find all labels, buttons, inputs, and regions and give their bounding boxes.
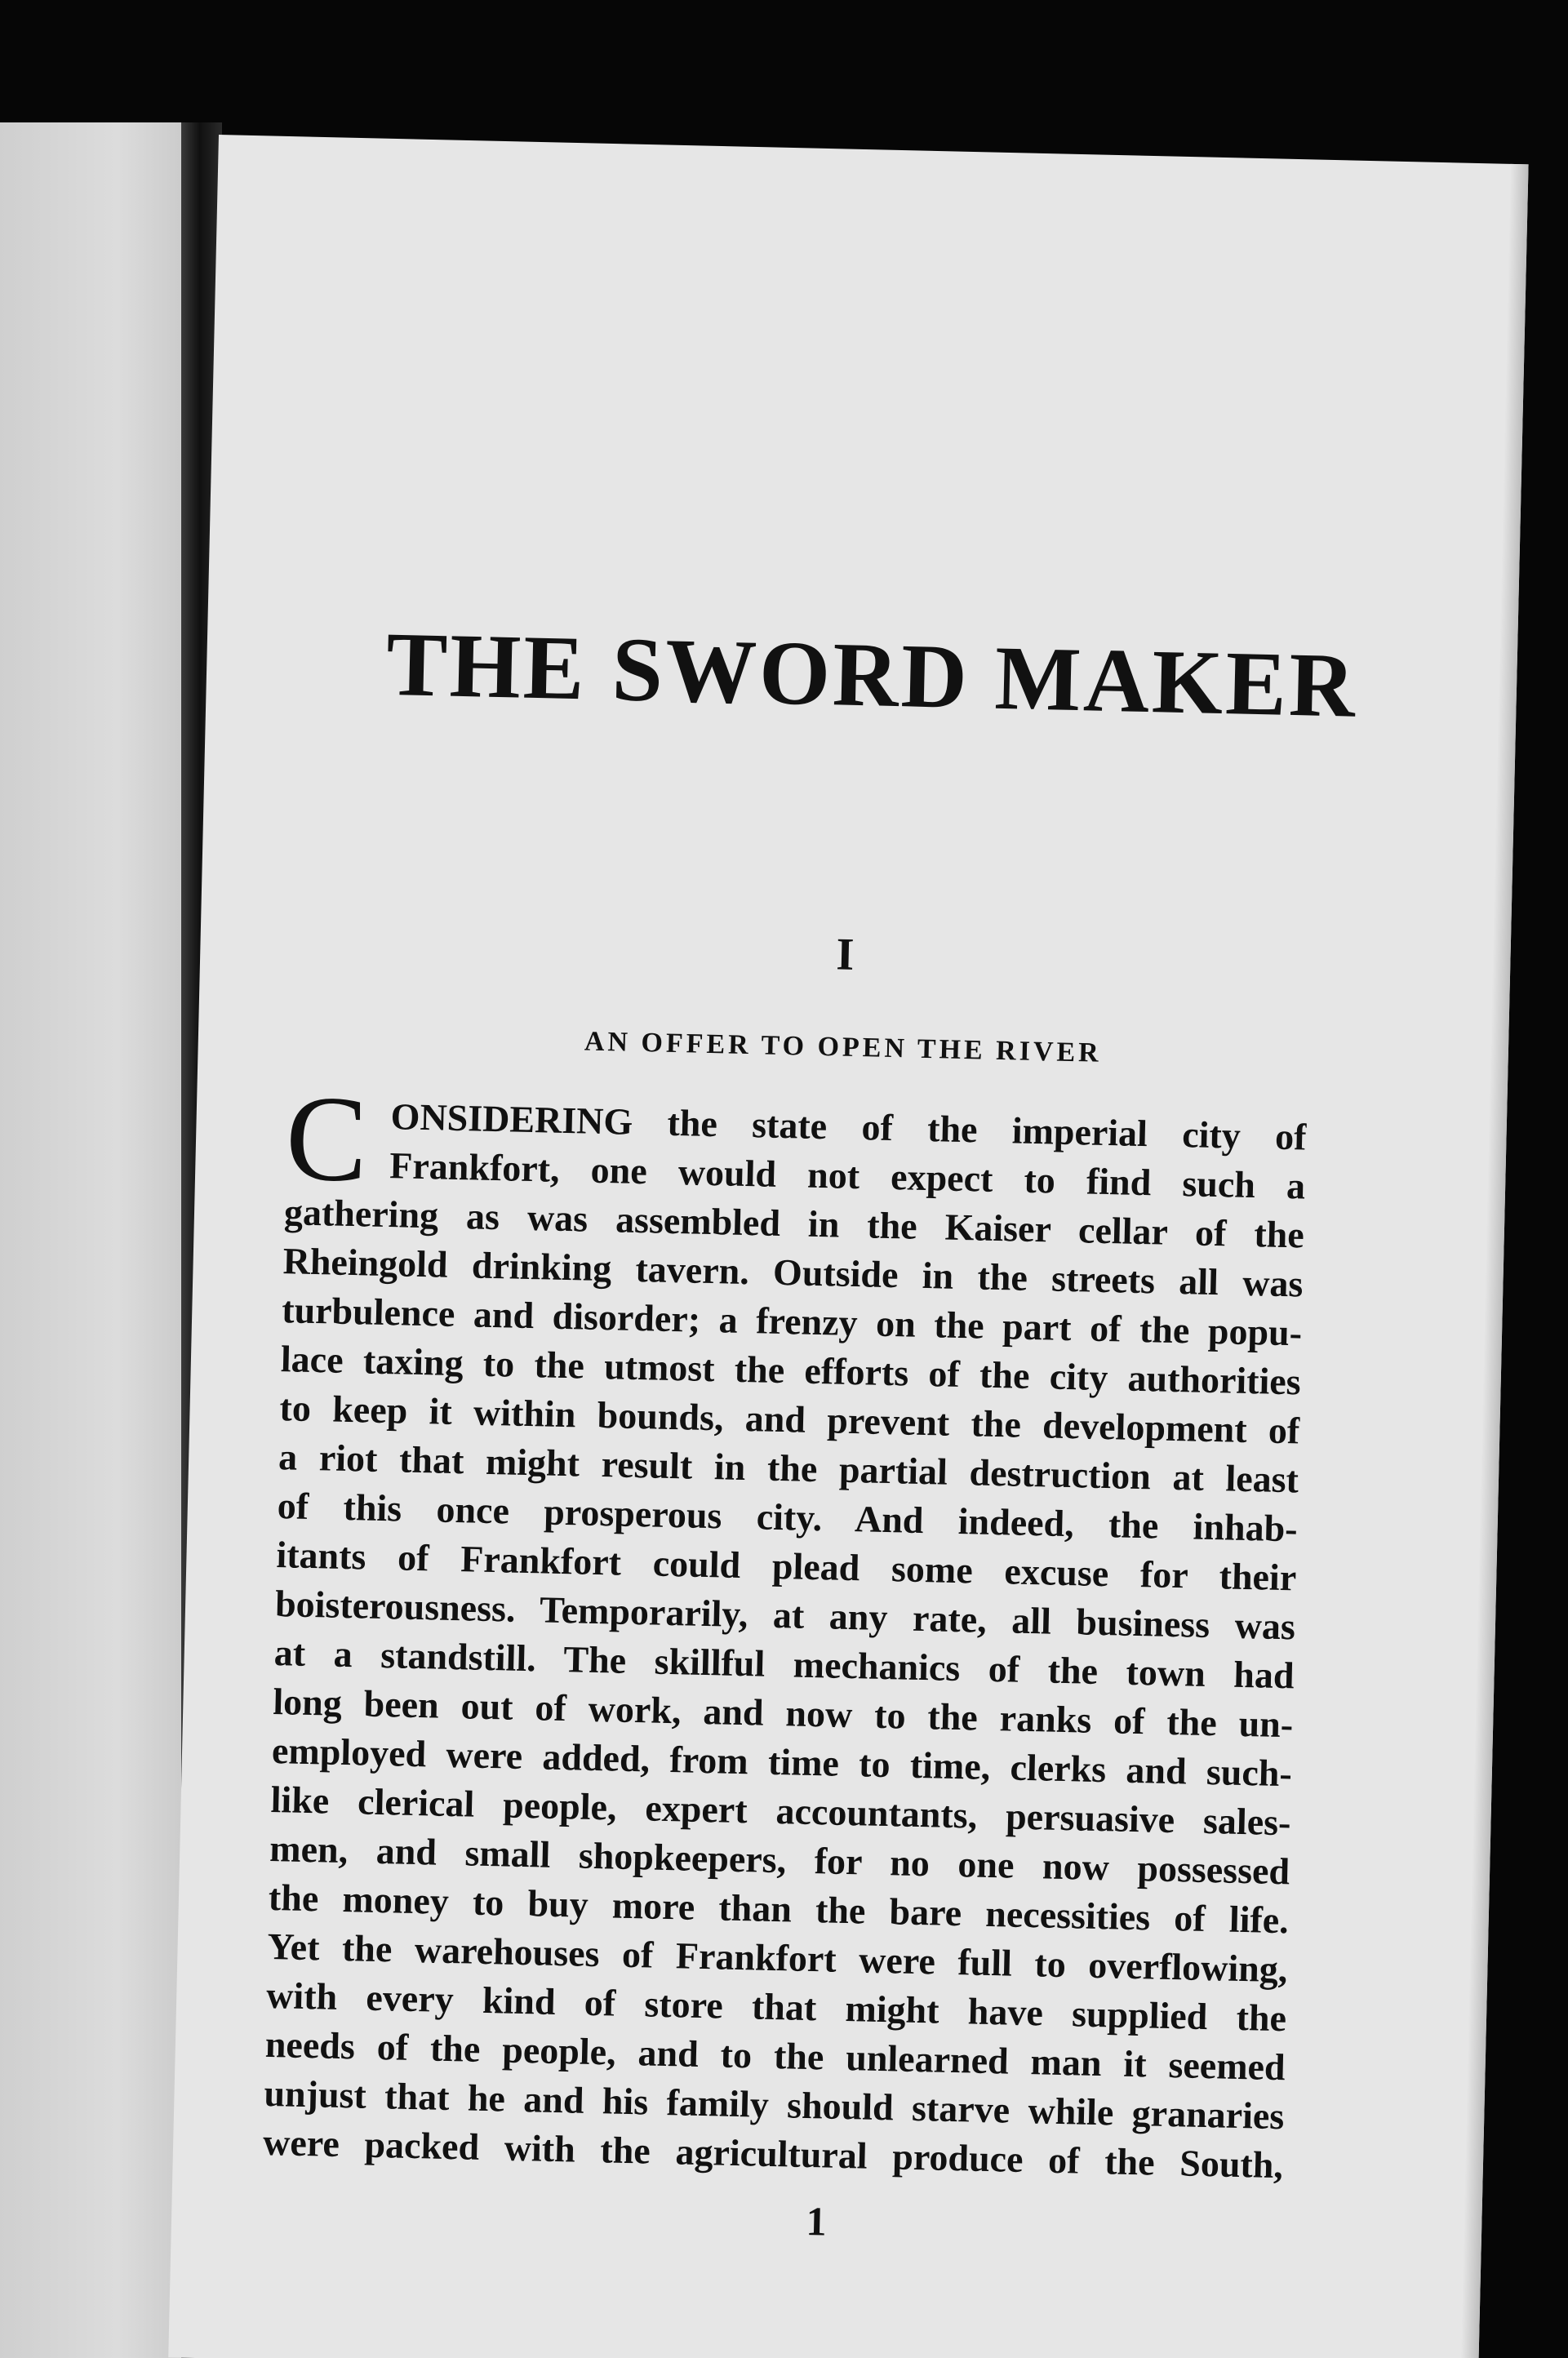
page-number: 1 (806, 2197, 828, 2245)
text-line: at a standstill. The skillful mechanics of the town had (273, 1632, 1295, 1697)
text-line: men, and small shopkeepers, for no one now possessed (269, 1827, 1290, 1893)
page-edge-shadow (1460, 164, 1529, 2358)
text-line: of this once prosperous city. And indeed, the inhab- (277, 1485, 1299, 1550)
text-line: needs of the people, and to the unlearned man it seemed (264, 2023, 1286, 2089)
chapter-body-text (262, 1070, 1308, 2190)
text-line: Rheingold drinking tavern. Outside in the streets all was (282, 1240, 1304, 1305)
text-line: long been out of work, and now to the ranks of the un- (272, 1681, 1294, 1746)
chapter-title: AN OFFER TO OPEN THE RIVER (584, 1026, 1103, 1068)
text-line: lace taxing to the utmost the efforts of the city authorities (280, 1338, 1302, 1403)
book-page (168, 135, 1528, 2358)
book-title: THE SWORD MAKER (384, 613, 1359, 737)
text-line: like clerical people, expert accountants, persuasive sales- (270, 1778, 1292, 1844)
text-line: Yet the warehouses of Frankfort were full to overflowing, (267, 1925, 1288, 1991)
text-line: were packed with the agricultural produce of the South, (262, 2120, 1284, 2187)
text-line: to keep it within bounds, and prevent the development of (279, 1387, 1300, 1452)
drop-cap-letter: C (284, 1070, 370, 1208)
text-line: with every kind of store that might have supplied the (265, 1974, 1287, 2040)
text-line: the money to buy more than the bare necessities of life. (268, 1876, 1290, 1942)
text-line: Frankfort, one would not expect to find such a (389, 1144, 1306, 1207)
text-line: a riot that might result in the partial destruction at least (278, 1436, 1299, 1501)
text-line: turbulence and disorder; a frenzy on the part of the popu- (281, 1289, 1303, 1354)
previous-page-edge (0, 122, 196, 2358)
text-line: itants of Frankfort could plead some excuse for their (275, 1534, 1297, 1599)
text-line: ONSIDERING the state of the imperial city of (390, 1095, 1308, 1158)
chapter-number: I (835, 929, 855, 980)
text-line: gathering as was assembled in the Kaiser cellar of the (283, 1191, 1305, 1256)
text-line: boisterousness. Temporarily, at any rate, all business was (274, 1583, 1296, 1648)
text-line: unjust that he and his family should starve while granaries (264, 2072, 1285, 2138)
text-line: employed were added, from time to time, clerks and such- (271, 1729, 1293, 1795)
